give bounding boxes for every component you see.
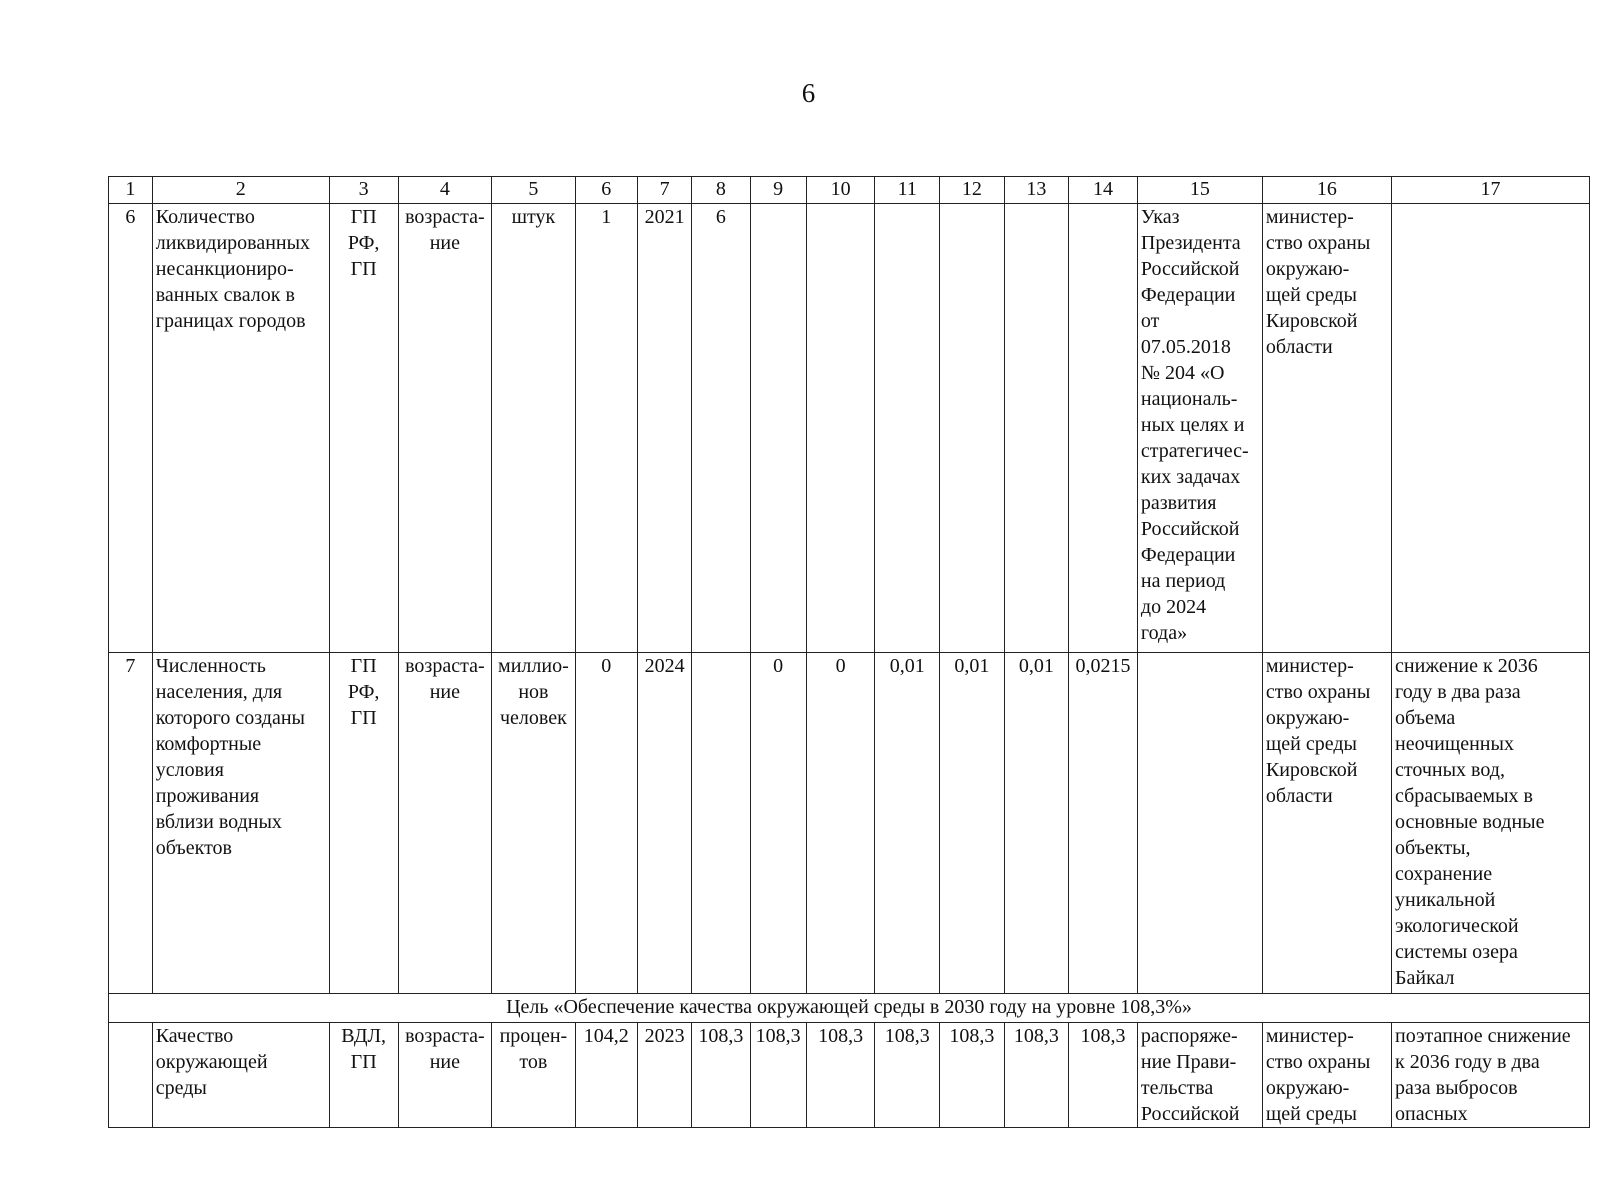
- table-row: [109, 204, 1590, 653]
- column-number: 16: [1262, 177, 1391, 204]
- year-value: 108,3: [806, 1023, 875, 1128]
- year-value: 0,01: [875, 653, 940, 994]
- column-number: 8: [692, 177, 750, 204]
- base-value: 1: [575, 204, 637, 653]
- column-number: 15: [1137, 177, 1262, 204]
- responsible-body: министер- ство охраны окружаю- щей среды: [1262, 1023, 1391, 1128]
- year-value: 0,01: [1004, 653, 1069, 994]
- indicator-unit: миллио- нов человек: [492, 653, 575, 994]
- goal-heading-row: [109, 994, 1590, 1023]
- legal-document: распоряже- ние Прави- тельства Российской: [1137, 1023, 1262, 1128]
- year-value: [692, 653, 750, 994]
- column-number-row: [109, 177, 1590, 204]
- indicator-unit: процен- тов: [492, 1023, 575, 1128]
- year-value: 108,3: [1004, 1023, 1069, 1128]
- column-number: 12: [940, 177, 1005, 204]
- indicator-trend: возраста- ние: [398, 653, 492, 994]
- year-value: 108,3: [750, 1023, 806, 1128]
- column-number: 13: [1004, 177, 1069, 204]
- year-value: [940, 204, 1005, 653]
- column-number: 10: [806, 177, 875, 204]
- year-value: [1069, 204, 1138, 653]
- column-number: 3: [329, 177, 398, 204]
- base-year: 2021: [638, 204, 692, 653]
- year-value: 6: [692, 204, 750, 653]
- page-number: 6: [801, 78, 816, 108]
- row-number: 6: [109, 204, 153, 653]
- year-value: 0: [806, 653, 875, 994]
- year-value: 0: [750, 653, 806, 994]
- table-row: [109, 1023, 1590, 1128]
- base-year: 2023: [638, 1023, 692, 1128]
- indicator-source: ГП РФ, ГП: [329, 204, 398, 653]
- column-number: 9: [750, 177, 806, 204]
- year-value: [875, 204, 940, 653]
- column-number: 4: [398, 177, 492, 204]
- indicators-table: [108, 176, 1590, 1128]
- legal-document: Указ Президента Российской Федерации от 07.05.2018 № 204 «О националь- ных целях и стратегичес- ких задачах развития Российской Федерации на период до 2024 года»: [1137, 204, 1262, 653]
- responsible-body: министер- ство охраны окружаю- щей среды Кировской области: [1262, 653, 1391, 994]
- year-value: [1004, 204, 1069, 653]
- goal-heading: Цель «Обеспечение качества окружающей среды в 2030 году на уровне 108,3%»: [109, 994, 1590, 1023]
- indicator-unit: штук: [492, 204, 575, 653]
- year-value: 0,01: [940, 653, 1005, 994]
- column-number: 5: [492, 177, 575, 204]
- year-value: 108,3: [940, 1023, 1005, 1128]
- year-value: 108,3: [875, 1023, 940, 1128]
- column-number: 11: [875, 177, 940, 204]
- table-row: [109, 653, 1590, 994]
- column-number: 1: [109, 177, 153, 204]
- legal-document: [1137, 653, 1262, 994]
- row-number: 7: [109, 653, 153, 994]
- row-number: [109, 1023, 153, 1128]
- link-to-national-goals: [1392, 204, 1590, 653]
- column-number: 2: [152, 177, 329, 204]
- base-year: 2024: [638, 653, 692, 994]
- indicator-name: Качество окружающей среды: [152, 1023, 329, 1128]
- indicator-name: Численность населения, для которого созданы комфортные условия проживания вблизи водных объектов: [152, 653, 329, 994]
- indicator-source: ВДЛ, ГП: [329, 1023, 398, 1128]
- year-value: 108,3: [1069, 1023, 1138, 1128]
- year-value: 108,3: [692, 1023, 750, 1128]
- base-value: 0: [575, 653, 637, 994]
- year-value: [806, 204, 875, 653]
- column-number: 17: [1392, 177, 1590, 204]
- year-value: [750, 204, 806, 653]
- column-number: 6: [575, 177, 637, 204]
- indicator-trend: возраста- ние: [398, 1023, 492, 1128]
- column-number: 7: [638, 177, 692, 204]
- link-to-national-goals: поэтапное снижение к 2036 году в два раза выбросов опасных: [1392, 1023, 1590, 1128]
- responsible-body: министер- ство охраны окружаю- щей среды Кировской области: [1262, 204, 1391, 653]
- indicator-source: ГП РФ, ГП: [329, 653, 398, 994]
- link-to-national-goals: снижение к 2036 году в два раза объема неочищенных сточных вод, сбрасываемых в основные водные объекты, сохранение уникальной экологической системы озера Байкал: [1392, 653, 1590, 994]
- indicator-name: Количество ликвидированных несанкциониро- ванных свалок в границах городов: [152, 204, 329, 653]
- base-value: 104,2: [575, 1023, 637, 1128]
- indicator-trend: возраста- ние: [398, 204, 492, 653]
- year-value: 0,0215: [1069, 653, 1138, 994]
- column-number: 14: [1069, 177, 1138, 204]
